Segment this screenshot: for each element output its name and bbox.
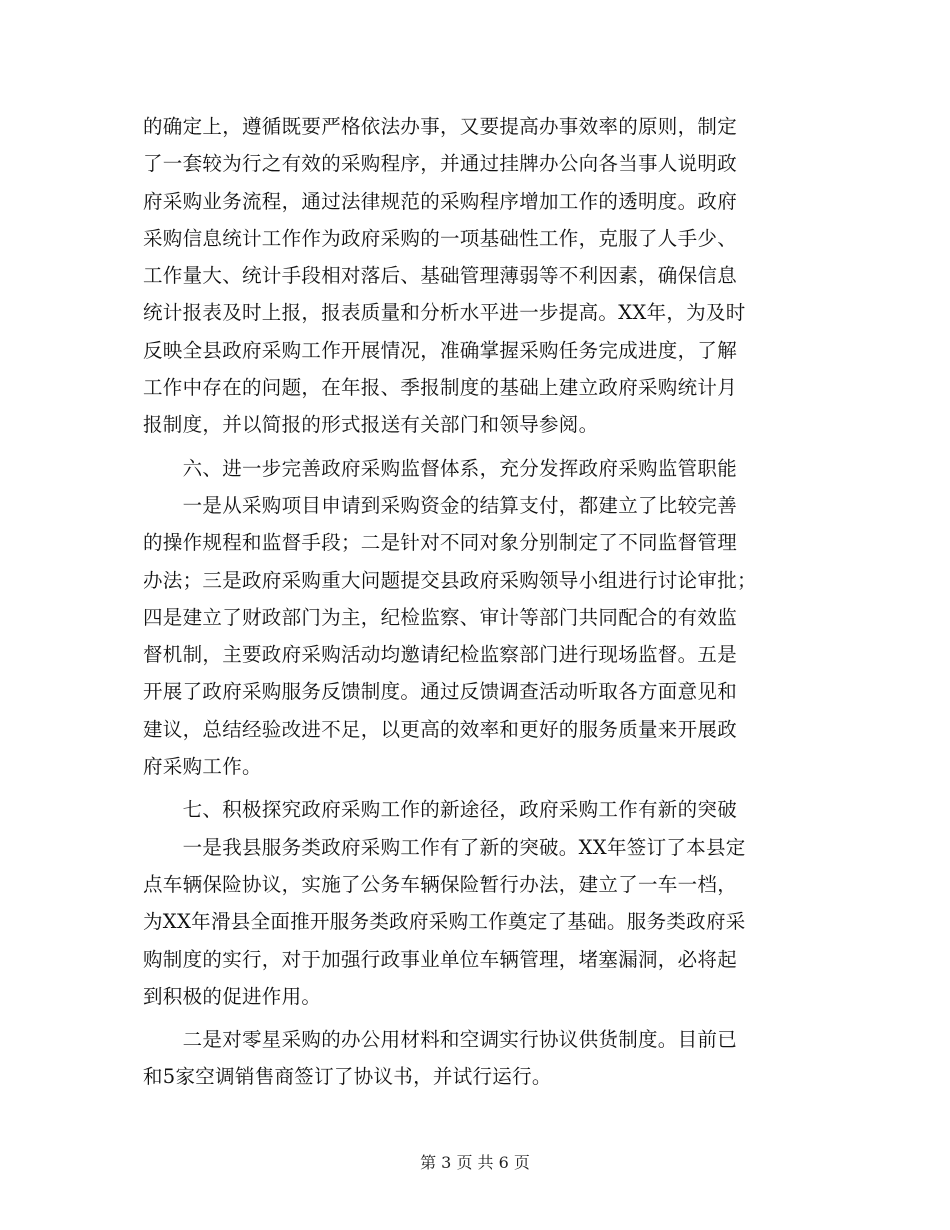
text-line: 开展了政府采购服务反馈制度。通过反馈调查活动听取各方面意见和	[143, 680, 738, 704]
text-line: 四是建立了财政部门为主，纪检监察、审计等部门共同配合的有效监	[143, 605, 738, 629]
text-line: 一是我县服务类政府采购工作有了新的突破。XX年签订了本县定	[143, 835, 746, 859]
text-line: 了一套较为行之有效的采购程序，并通过挂牌办公向各当事人说明政	[143, 152, 738, 176]
text-line: 反映全县政府采购工作开展情况，准确掌握采购任务完成进度，了解	[143, 338, 738, 362]
text-line: 工作中存在的问题，在年报、季报制度的基础上建立政府采购统计月	[143, 376, 738, 400]
text-line: 一是从采购项目申请到采购资金的结算支付，都建立了比较完善	[143, 493, 738, 517]
heading-line: 七、积极探究政府采购工作的新途径，政府采购工作有新的突破	[143, 798, 738, 822]
text-line: 采购信息统计工作作为政府采购的一项基础性工作，克服了人手少、	[143, 226, 738, 250]
section-heading-6	[143, 450, 809, 487]
section-heading-7	[143, 791, 809, 828]
text-line: 府采购工作。	[143, 755, 262, 779]
text-line: 购制度的实行，对于加强行政事业单位车辆管理，堵塞漏洞，必将起	[143, 947, 738, 971]
body-text	[143, 108, 809, 1096]
text-line: 建议，总结经验改进不足，以更高的效率和更好的服务质量来开展政	[143, 717, 738, 741]
paragraph-1	[143, 108, 809, 444]
paragraph-2	[143, 487, 809, 785]
text-line: 和5家空调销售商签订了协议书，并试行运行。	[143, 1065, 552, 1089]
paragraph-3	[143, 829, 809, 1015]
paragraph-4	[143, 1021, 809, 1096]
text-line: 府采购业务流程，通过法律规范的采购程序增加工作的透明度。政府	[143, 189, 738, 213]
text-line: 督机制，主要政府采购活动均邀请纪检监察部门进行现场监督。五是	[143, 643, 738, 667]
text-line: 工作量大、统计手段相对落后、基础管理薄弱等不利因素，确保信息	[143, 264, 738, 288]
text-line: 办法；三是政府采购重大问题提交县政府采购领导小组进行讨论审批；	[143, 568, 757, 592]
text-line: 点车辆保险协议，实施了公务车辆保险暂行办法，建立了一车一档，	[143, 872, 738, 896]
text-line: 二是对零星采购的办公用材料和空调实行协议供货制度。目前已	[143, 1028, 738, 1052]
text-line: 的操作规程和监督手段；二是针对不同对象分别制定了不同监督管理	[143, 531, 738, 555]
text-line: 报制度，并以简报的形式报送有关部门和领导参阅。	[143, 413, 599, 437]
text-line: 为XX年滑县全面推开服务类政府采购工作奠定了基础。服务类政府采	[143, 910, 746, 934]
text-line: 的确定上，遵循既要严格依法办事，又要提高办事效率的原则，制定	[143, 115, 738, 138]
heading-line: 六、进一步完善政府采购监督体系，充分发挥政府采购监管职能	[143, 456, 738, 480]
page-number-footer: 第 3 页 共 6 页	[420, 1153, 530, 1172]
text-line: 到积极的促进作用。	[143, 984, 322, 1008]
text-line: 统计报表及时上报，报表质量和分析水平进一步提高。XX年，为及时	[143, 301, 746, 325]
